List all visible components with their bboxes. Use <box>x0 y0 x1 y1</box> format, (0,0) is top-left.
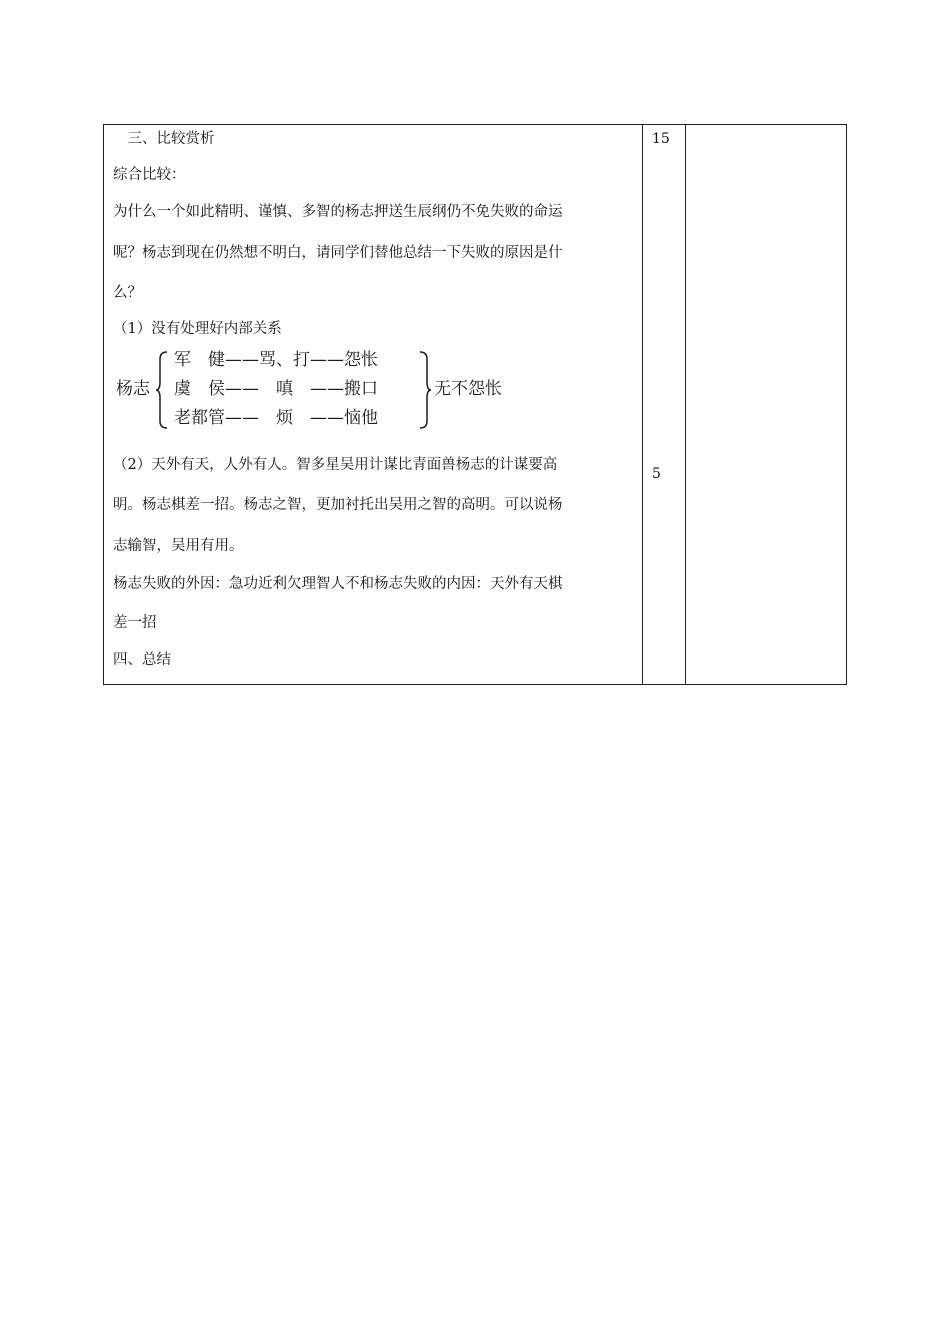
intro-text: 综合比较： <box>113 167 186 183</box>
point-one: （1）没有处理好内部关系 <box>113 321 282 337</box>
left-brace-icon <box>155 351 169 429</box>
time-allocation: 15 <box>652 131 670 147</box>
causes-line: 杨志失败的外因：急功近利欠理智人不和杨志失败的内因：天外有天棋 <box>113 576 563 592</box>
diagram-row: 虞 侯—— 嗔 ——搬口 <box>174 379 378 399</box>
diagram-row: 老都管—— 烦 ——恼他 <box>174 408 378 428</box>
relationship-diagram <box>114 347 534 431</box>
point-two-line: 明。杨志棋差一招。杨志之智，更加衬托出吴用之智的高明。可以说杨 <box>113 497 563 513</box>
time-allocation: 5 <box>652 466 661 482</box>
diagram-row: 军 健——骂、打——怨怅 <box>174 350 378 370</box>
question-line: 么？ <box>113 285 142 301</box>
question-line: 为什么一个如此精明、谨慎、多智的杨志押送生辰纲仍不免失败的命运 <box>113 204 563 220</box>
point-two-line: 志输智，吴用有用。 <box>113 538 244 554</box>
lesson-table <box>103 124 847 685</box>
section-four-heading: 四、总结 <box>113 652 171 668</box>
diagram-result: 无不怨怅 <box>434 379 502 399</box>
question-line: 呢？杨志到现在仍然想不明白，请同学们替他总结一下失败的原因是什 <box>113 245 563 261</box>
column-divider <box>642 125 643 684</box>
section-heading: 三、比较赏析 <box>113 131 215 147</box>
diagram-subject: 杨志 <box>116 379 150 399</box>
point-two-line: （2）天外有天，人外有人。智多星吴用计谋比青面兽杨志的计谋要高 <box>113 457 558 473</box>
right-brace-icon <box>418 351 432 429</box>
column-divider <box>685 125 686 684</box>
content-cell <box>104 125 642 684</box>
causes-line: 差一招 <box>113 615 157 631</box>
